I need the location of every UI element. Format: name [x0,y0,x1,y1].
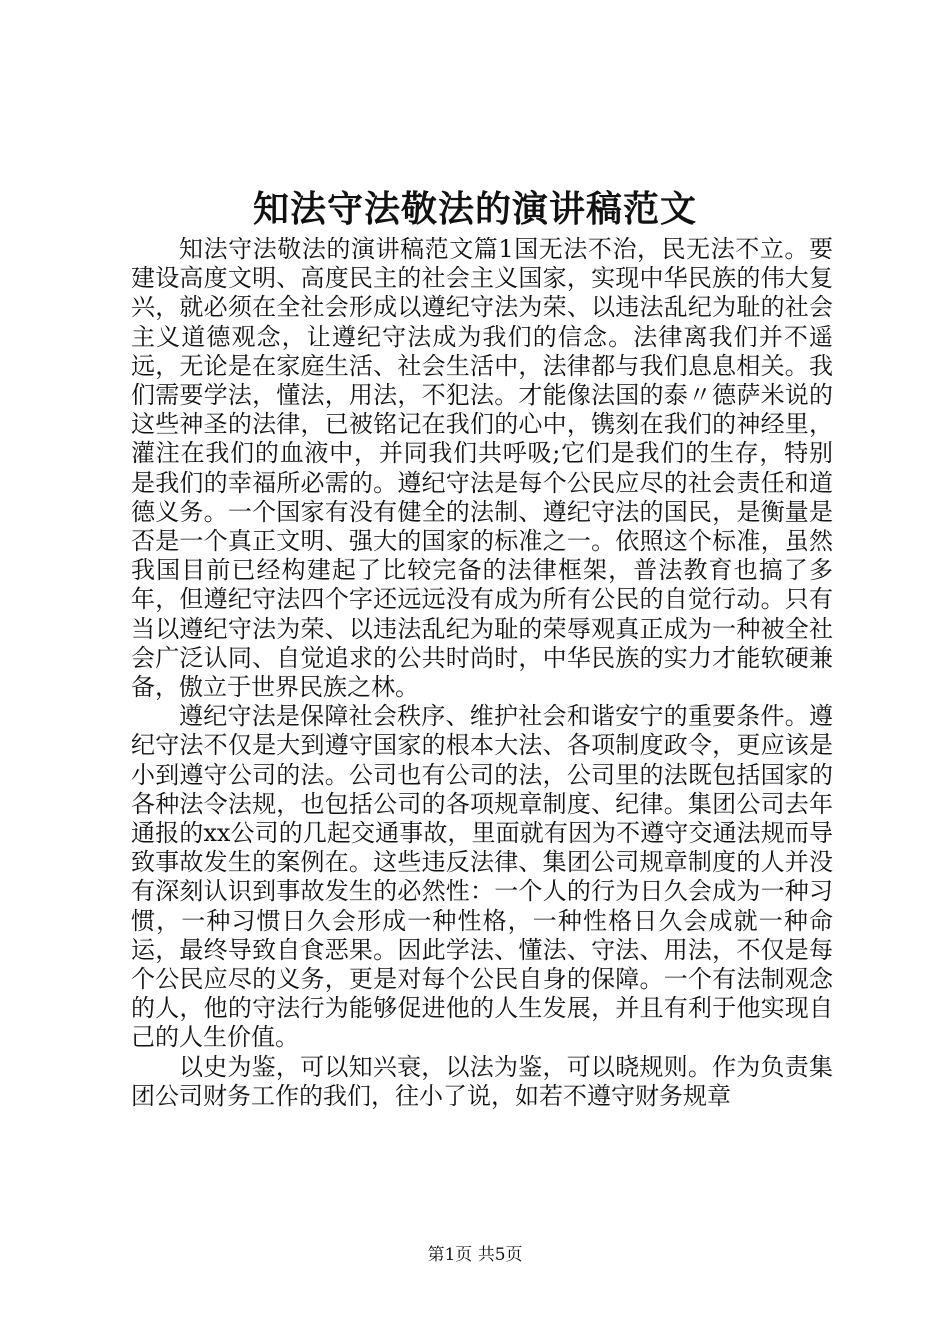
page-footer: 第1页 共5页 [427,1245,523,1265]
document-body [131,235,833,1111]
paragraph: 知法守法敬法的演讲稿范文篇1国无法不治，民无法不立。要建设高度文明、高度民主的社会主义国家，实现中华民族的伟大复兴，就必须在全社会形成以遵纪守法为荣、以违法乱纪为耻的社会主义道德观念，让遵纪守法成为我们的信念。法律离我们并不遥远，无论是在家庭生活、社会生活中，法律都与我们息息相关。我们需要学法，懂法，用法，不犯法。才能像法国的泰〃德萨米说的这些神圣的法律，已被铭记在我们的心中，镌刻在我们的神经里，灌注在我们的血液中，并同我们共呼吸;它们是我们的生存，特别是我们的幸福所必需的。遵纪守法是每个公民应尽的社会责任和道德义务。一个国家有没有健全的法制、遵纪守法的国民，是衡量是否是一个真正文明、强大的国家的标准之一。依照这个标准，虽然我国目前已经构建起了比较完备的法律框架，普法教育也搞了多年，但遵纪守法四个字还远远没有成为所有公民的自觉行动。只有当以遵纪守法为荣、以违法乱纪为耻的荣辱观真正成为一种被全社会广泛认同、自觉追求的公共时尚时，中华民族的实力才能软硬兼备，傲立于世界民族之林。 [131,235,833,702]
paragraph: 遵纪守法是保障社会秩序、维护社会和谐安宁的重要条件。遵纪守法不仅是大到遵守国家的根本大法、各项制度政令，更应该是小到遵守公司的法。公司也有公司的法，公司里的法既包括国家的各种法令法规，也包括公司的各项规章制度、纪律。集团公司去年通报的xx公司的几起交通事故，里面就有因为不遵守交通法规而导致事故发生的案例在。这些违反法律、集团公司规章制度的人并没有深刻认识到事故发生的必然性：一个人的行为日久会成为一种习惯，一种习惯日久会形成一种性格，一种性格日久会成就一种命运，最终导致自食恶果。因此学法、懂法、守法、用法，不仅是每个公民应尽的义务，更是对每个公民自身的保障。一个有法制观念的人，他的守法行为能够促进他的人生发展，并且有利于他实现自己的人生价值。 [131,702,833,1052]
paragraph: 以史为鉴，可以知兴衰，以法为鉴，可以晓规则。作为负责集团公司财务工作的我们，往小了说，如若不遵守财务规章 [131,1052,833,1110]
document-title: 知法守法敬法的演讲稿范文 [252,188,697,230]
